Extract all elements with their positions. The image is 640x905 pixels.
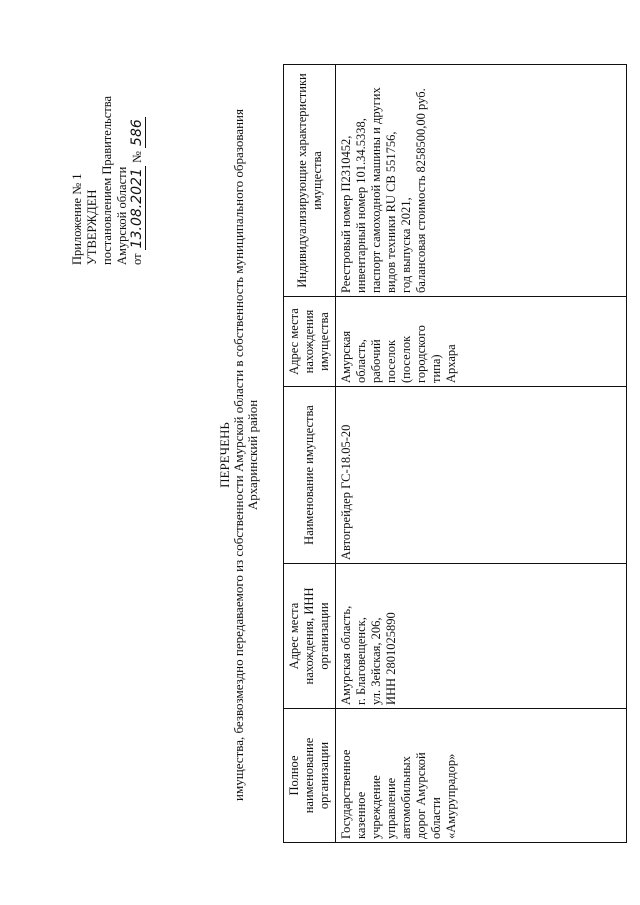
header-organization-name: Полное наименование организации bbox=[284, 709, 336, 843]
property-table bbox=[283, 64, 627, 843]
date-prefix: от bbox=[130, 253, 144, 265]
approval-line-1: постановлением Правительства bbox=[100, 95, 114, 265]
number-prefix: № bbox=[130, 151, 144, 164]
title-block bbox=[218, 105, 260, 805]
approval-date-line bbox=[130, 5, 146, 265]
table-row bbox=[336, 65, 627, 843]
header-organization-address: Адрес места нахождения, ИНН организации bbox=[284, 564, 336, 709]
document-subtitle-line-2: Архаринский район bbox=[245, 399, 260, 511]
approved-label: УТВЕРЖДЕН bbox=[85, 189, 99, 265]
cell-property-characteristics: Реестровый номер П2310452, инвентарный номер 101.34.5338, паспорт самоходной машины и других видов техники RU СВ 551756, год выпуска 2021, балансовая стоимость 8258500,00 руб. bbox=[336, 65, 627, 297]
appendix-label: Приложение № 1 bbox=[70, 173, 84, 265]
cell-organization-name: Государственное казенное учреждение управление автомобильных дорог Амурской области «Амурупрадор» bbox=[336, 709, 627, 843]
number-value: 586 bbox=[129, 119, 145, 146]
cell-property-name: Автогрейдер ГС-18.05-20 bbox=[336, 387, 627, 564]
document-heading: ПЕРЕЧЕНЬ bbox=[217, 422, 232, 488]
approval-block bbox=[70, 5, 146, 265]
header-property-address: Адрес места нахождения имущества bbox=[284, 297, 336, 387]
header-property-characteristics: Индивидуализирующие характеристики имущества bbox=[284, 65, 336, 297]
header-property-name: Наименование имущества bbox=[284, 387, 336, 564]
cell-organization-address: Амурская область, г. Благовещенск, ул. Зейская, 206, ИНН 2801025890 bbox=[336, 564, 627, 709]
cell-property-address: Амурская область, рабочий поселок (поселок городского типа) Архара bbox=[336, 297, 627, 387]
table-header-row bbox=[284, 65, 336, 843]
date-value: 13.08.2021 bbox=[129, 168, 145, 249]
document-subtitle-line-1: имущества, безвозмездно передаваемого из собственности Амурской области в собственность муниципального образования bbox=[231, 109, 246, 801]
approval-line-2: Амурской области bbox=[115, 166, 129, 265]
